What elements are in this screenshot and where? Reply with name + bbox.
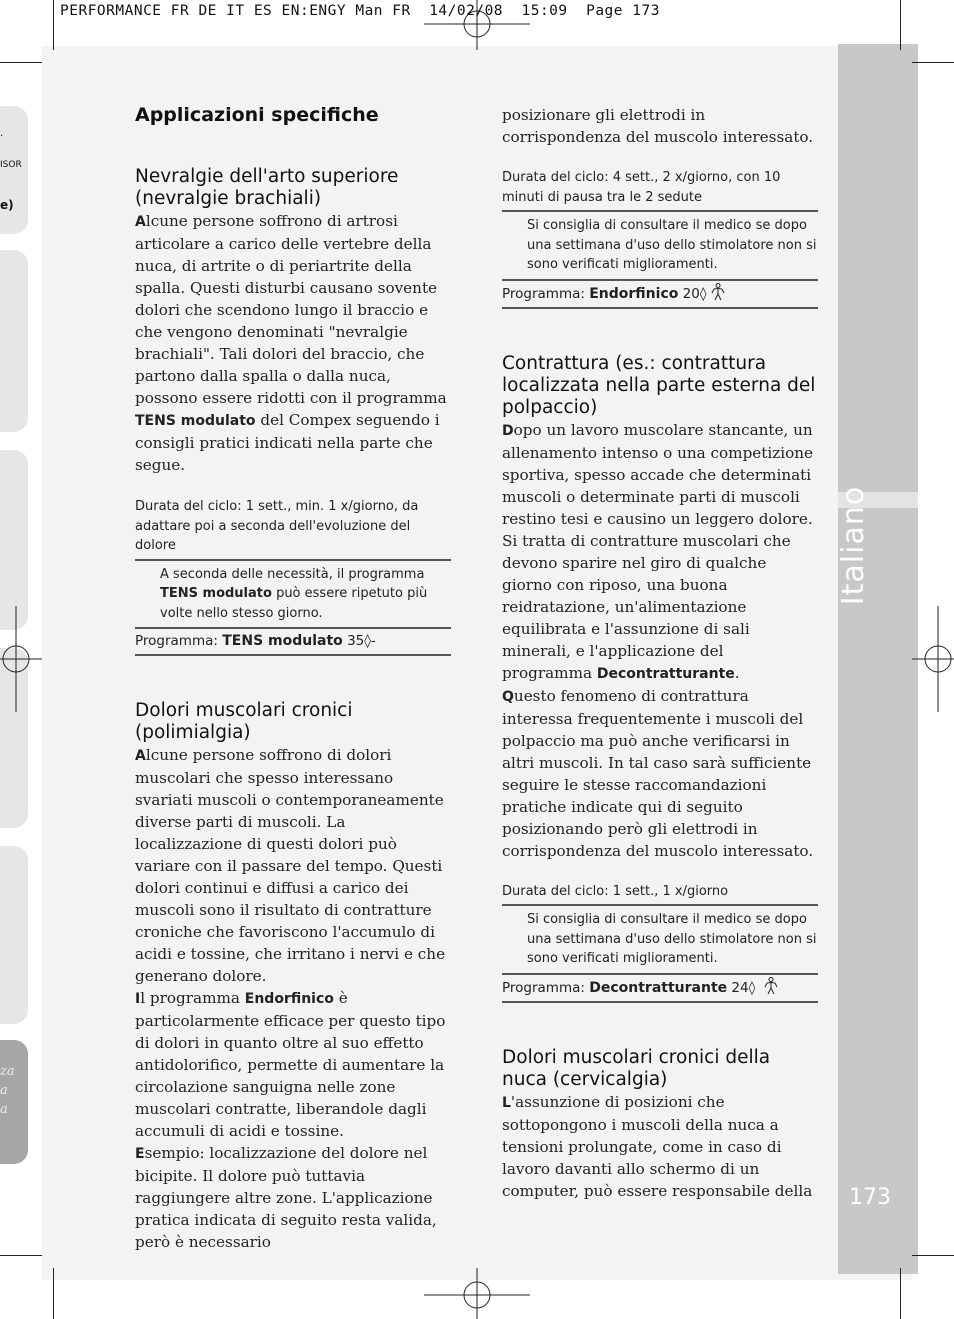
- program-name: Endorfinico: [244, 991, 334, 1007]
- left-column: [135, 104, 451, 1253]
- heading-nevralgie: Nevralgie dell'arto superiore (nevralgie brachiali): [135, 166, 399, 209]
- edge-tab-italic: za a a: [0, 1064, 15, 1117]
- edge-tab-text: e): [0, 198, 14, 212]
- advice-box: Si consiglia di consultare il medico se dopo una settimana d'uso dello stimolatore non si sono verificati miglioramenti.: [502, 212, 818, 281]
- drop-cap: A: [135, 748, 146, 764]
- paragraph-polimialgia-2: Il programma Endorfinico è particolarmente efficace per questo tipo di dolori in quanto oltre al suo effetto antidolorifico, permette di aumentare la circolazione sanguigna nelle zone muscolari contratte, liberandole dagli accumuli di acidi e tossine.: [135, 989, 446, 1140]
- program-line: Programma: TENS modulato 35◊-: [135, 629, 451, 656]
- drop-cap: A: [135, 214, 146, 230]
- paragraph-polimialgia-cont: posizionare gli elettrodi in corrispondenza del muscolo interessato.: [502, 106, 814, 146]
- program-name: Endorfinico: [589, 285, 679, 302]
- cycle-duration: Durata del ciclo: 1 sett., 1 x/giorno: [502, 882, 818, 907]
- cycle-duration: Durata del ciclo: 4 sett., 2 x/giorno, con 10 minuti di pausa tra le 2 sedute: [502, 168, 818, 212]
- cycle-duration: Durata del ciclo: 1 sett., min. 1 x/giorno, da adattare poi a seconda dell'evoluzione del dolore: [135, 497, 451, 561]
- print-slug-header: PERFORMANCE FR DE IT ES EN:ENGY Man FR 14/02/08 15:09 Page 173: [60, 3, 660, 19]
- language-label: Italiano: [836, 485, 872, 605]
- paragraph-contrattura-2: Questo fenomeno di contrattura interessa frequentemente i muscoli del polpaccio ma può anche verificarsi in altri muscoli. In tal caso sarà sufficiente seguire le stesse raccomandazioni pratiche indicate qui di seguito posizionando però gli elettrodi in corrispondenza del muscolo interessato.: [502, 686, 814, 860]
- edge-tab-text: ISOR: [0, 160, 22, 170]
- drop-cap: E: [135, 1146, 145, 1162]
- program-name: TENS modulato: [160, 586, 272, 601]
- section-title: Applicazioni specifiche: [135, 104, 451, 128]
- program-name: Decontratturante: [596, 665, 735, 682]
- heading-polimialgia: Dolori muscolari cronici (polimialgia): [135, 700, 353, 743]
- advice-box: A seconda delle necessità, il programma TENS modulato può essere ripetuto più volte nello stesso giorno.: [135, 561, 451, 630]
- heading-cervicalgia: Dolori muscolari cronici della nuca (cervicalgia): [502, 1046, 771, 1090]
- drop-cap: D: [502, 422, 514, 439]
- right-column: [502, 104, 818, 1202]
- drop-cap: Q: [502, 688, 514, 705]
- page-number: 173: [849, 1185, 891, 1210]
- drop-cap: I: [135, 991, 141, 1007]
- edge-tab-text: .: [0, 128, 4, 139]
- program-name: TENS modulato: [222, 633, 343, 649]
- paragraph-nevralgie: Alcune persone soffrono di artrosi articolare a carico delle vertebre della nuca, di artrite o di periartrite della spalla. Questi disturbi causano sovente dolori che scendono lungo il braccio e che vengono denominati "nevralgie brachiali". Tali dolori del braccio, che partono dalla spalla o dalla nuca, possono essere ridotti con il programma TENS modulato del Compex seguendo i consigli pratici indicati nella parte che segue.: [135, 212, 447, 474]
- paragraph-polimialgia-1: Alcune persone soffrono di dolori muscolari che spesso interessano svariati muscoli o contemporaneamente diverse parti di muscoli. La localizzazione di questi dolori può variare con il passare del tempo. Questi dolori continui e diffusi a carico dei muscoli sono il risultato di contratture croniche che favoriscono l'accumulo di acidi e tossine, che irritano i nervi e che generano dolore.: [135, 746, 446, 985]
- paragraph-polimialgia-3: Esempio: localizzazione del dolore nel bicipite. Il dolore può tuttavia raggiungere altre zone. L'applicazione pratica indicata di seguito resta valida, però è necessario: [135, 1144, 437, 1251]
- heading-contrattura: Contrattura (es.: contrattura localizzata nella parte esterna del polpaccio): [502, 352, 816, 418]
- program-name: TENS modulato: [135, 413, 256, 429]
- program-name: Decontratturante: [589, 979, 728, 996]
- body-figure-icon: [711, 283, 725, 301]
- paragraph-cervicalgia: L'assunzione di posizioni che sottopongono i muscoli della nuca a tensioni prolungate, come in caso di lavoro davanti allo schermo di un computer, può essere responsabile della: [502, 1092, 813, 1200]
- program-line: Programma: Endorfinico 20◊: [502, 281, 818, 309]
- advice-box: Si consiglia di consultare il medico se dopo una settimana d'uso dello stimolatore non si sono verificati miglioramenti.: [502, 906, 818, 975]
- drop-cap: L: [502, 1094, 511, 1111]
- program-line: Programma: Decontratturante 24◊: [502, 975, 818, 1003]
- paragraph-contrattura-1: Dopo un lavoro muscolare stancante, un allenamento intenso o una competizione sportiva, spesso accade che determinati muscoli o determinate parti di muscoli restino tesi e causino un leggero dolore. Si tratta di contratture muscolari che devono sparire nel giro di qualche giorno con riposo, una buona reidratazione, un'alimentazione equilibrata e l'assunzione di sali minerali, e l'applicazione del programma Decontratturante.: [502, 420, 814, 682]
- body-figure-icon: [764, 977, 778, 995]
